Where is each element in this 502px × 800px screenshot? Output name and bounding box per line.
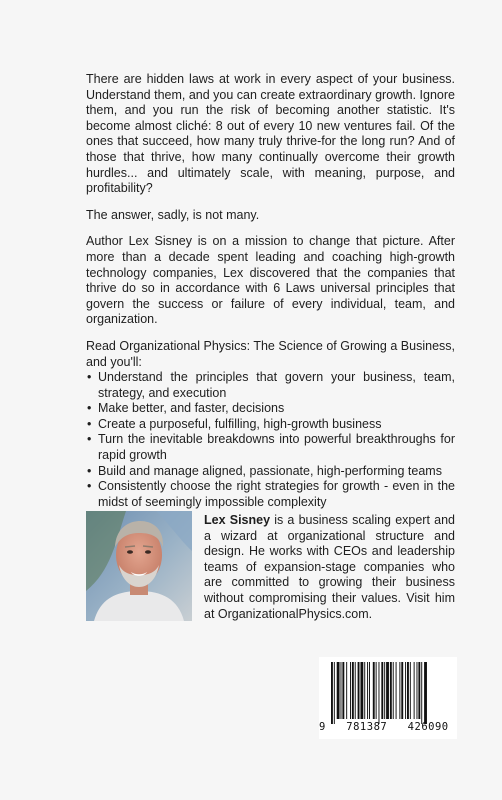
- barcode-bar: [393, 662, 394, 719]
- barcode-bar: [405, 662, 406, 719]
- barcode-bar: [384, 662, 385, 719]
- bullet-icon: •: [87, 416, 92, 431]
- author-section: [86, 511, 456, 621]
- read-paragraph: Read Organizational Physics: The Science of Growing a Business, and you'll:: [86, 338, 455, 369]
- list-item: • Create a purposeful, fulfilling, high-growth business: [87, 416, 382, 431]
- intro-paragraph: There are hidden laws at work in every aspect of your business. Understand them, and you can create extraordinary growth. Ignore them, and you run the risk of becoming another statistic. It's become almost cliché: 8 out of every 10 new ventures fail. Of the ones that succeed, how many truly thrive-for the long run? And of those that thrive, how many continually overcome their growth hurdles... and ultimately scale, with meaning, purpose, and profitability?: [86, 72, 455, 196]
- barcode-bar: [407, 662, 409, 719]
- barcode-bar: [381, 662, 383, 719]
- bullet-icon: •: [87, 401, 92, 416]
- barcode-bar: [369, 662, 370, 719]
- barcode-bar: [334, 662, 335, 724]
- list-item: • Make better, and faster, decisions: [87, 401, 285, 416]
- barcode-bar: [424, 662, 427, 724]
- barcode-bar: [373, 662, 375, 719]
- barcode-bar: [350, 662, 351, 719]
- bullet-icon: •: [87, 370, 92, 385]
- bullet-icon: •: [87, 432, 92, 447]
- author-mission-paragraph: Author Lex Sisney is on a mission to change that picture. After more than a decade spent leading and coaching high-growth technology companies, Lex discovered that the companies that thrive do so in accordance with 6 Laws universal principles that govern the success or failure of every individual, team, and organization.: [86, 234, 455, 327]
- barcode-bar: [364, 662, 365, 719]
- barcode-bar: [399, 662, 400, 719]
- list-item: • Consistently choose the right strategies for growth - even in the midst of seemingly impossible complexity: [87, 479, 455, 509]
- barcode-bar: [418, 662, 420, 719]
- barcode-bar: [360, 662, 363, 719]
- author-portrait-image: [86, 511, 192, 621]
- barcode-bar: [355, 662, 356, 719]
- barcode-bar: [342, 662, 344, 719]
- barcode-bar: [337, 662, 340, 719]
- barcode-bar: [376, 662, 377, 719]
- list-item: • Build and manage aligned, passionate, high-performing teams: [87, 463, 442, 478]
- barcode-bar: [410, 662, 411, 719]
- list-item: • Turn the inevitable breakdowns into powerful breakthroughs for rapid growth: [87, 432, 455, 463]
- author-bio: [204, 513, 455, 622]
- author-photo: [86, 511, 192, 621]
- blurb: [86, 72, 455, 510]
- barcode-bar: [352, 662, 354, 719]
- barcode-bar: [346, 662, 347, 719]
- barcode-bar: [386, 662, 389, 719]
- barcode-bar: [379, 662, 380, 724]
- list-item: • Understand the principles that govern your business, team, strategy, and execution: [87, 370, 455, 400]
- bullet-icon: •: [87, 463, 92, 478]
- bullet-icon: •: [87, 479, 92, 494]
- barcode-bar: [341, 662, 342, 719]
- barcode-bar: [390, 662, 392, 719]
- barcode-bar: [401, 662, 403, 719]
- answer-paragraph: The answer, sadly, is not many.: [86, 207, 260, 222]
- barcode-bar: [421, 662, 422, 724]
- barcode-bar: [331, 662, 333, 724]
- barcode-bar: [414, 662, 415, 719]
- author-name: Lex Sisney: [204, 513, 271, 527]
- barcode-bar: [367, 662, 368, 719]
- barcode-bar: [417, 662, 418, 719]
- author-bio-text: is a business scaling expert and a wizard at organizational structure and design. He works with CEOs and leadership teams of expansion-stage companies who are committed to growing their business without compromising their values. Visit him at OrganizationalPhysics.com.: [204, 513, 455, 621]
- barcode-bar: [396, 662, 397, 719]
- isbn-barcode: [319, 657, 457, 739]
- barcode-bar: [358, 662, 360, 719]
- benefits-list: [86, 370, 455, 510]
- isbn-number: 9 781387 426090: [319, 721, 449, 733]
